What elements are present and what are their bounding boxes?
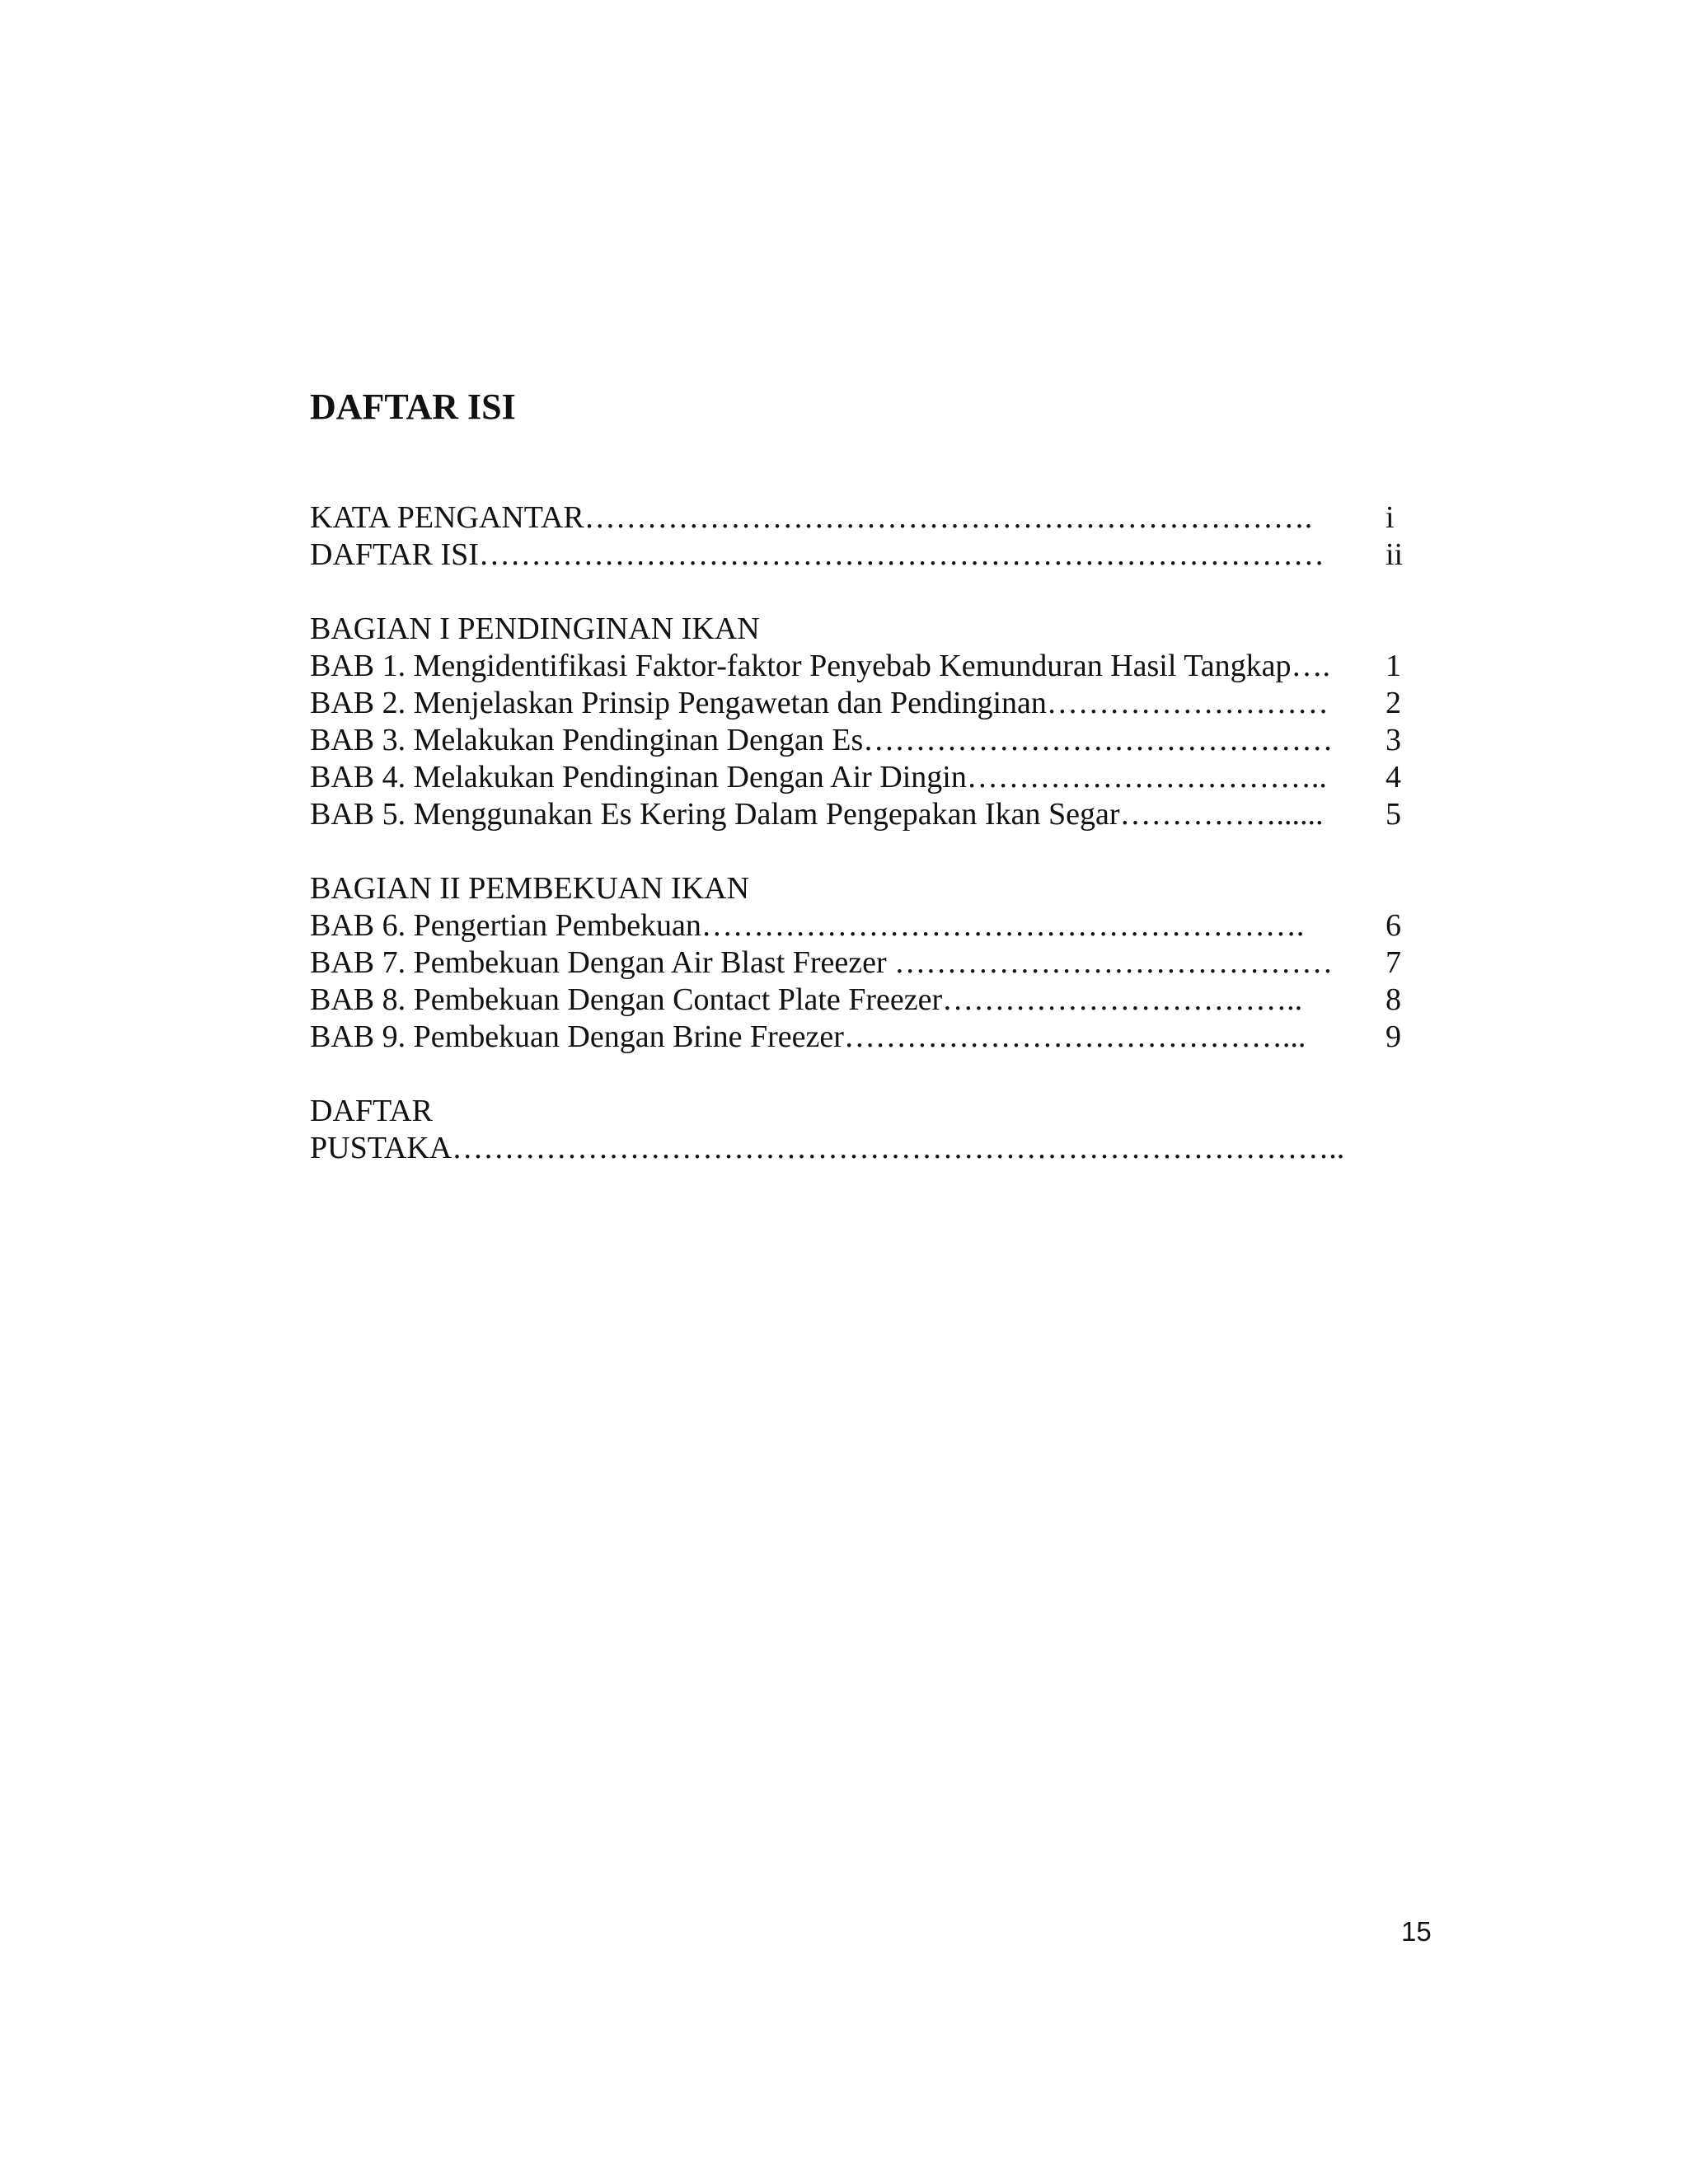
toc-entry-page: 9	[1386, 1019, 1401, 1054]
spacer	[310, 833, 1414, 870]
toc-entry-page: 6	[1386, 908, 1401, 943]
toc-entry-page: 1	[1386, 649, 1401, 683]
page-number: 15	[1401, 1916, 1432, 1947]
toc-entry-daftar-isi	[310, 537, 1414, 574]
toc-entry-bab-7	[310, 944, 1414, 982]
toc-entry-text: BAB 8. Pembekuan Dengan Contact Plate Freezer……………………………..	[310, 982, 1303, 1017]
toc-entry-text: BAB 2. Menjelaskan Prinsip Pengawetan dan Pendinginan………………………	[310, 686, 1329, 720]
toc-entry-page: i	[1386, 500, 1395, 535]
toc-entry-page: 2	[1386, 686, 1401, 720]
toc-entry-bab-4	[310, 759, 1414, 796]
table-of-contents	[310, 499, 1414, 1167]
toc-entry-daftar-pustaka-line-2	[310, 1130, 1414, 1167]
toc-entry-bab-5	[310, 796, 1414, 833]
toc-entry-text: BAB 3. Melakukan Pendinginan Dengan Es………………………………………	[310, 723, 1334, 757]
toc-entry-kata-pengantar	[310, 499, 1414, 537]
toc-entry-text: DAFTAR	[310, 1094, 433, 1128]
toc-entry-bab-6	[310, 907, 1414, 944]
toc-entry-text: BAB 7. Pembekuan Dengan Air Blast Freezer ……………………………………	[310, 945, 1334, 980]
section-heading-text: BAGIAN II PEMBEKUAN IKAN	[310, 871, 750, 906]
toc-entry-bab-8	[310, 982, 1414, 1019]
toc-entry-text: BAB 4. Melakukan Pendinginan Dengan Air Dingin……………………………..	[310, 760, 1327, 794]
toc-entry-text: BAB 5. Menggunakan Es Kering Dalam Pengepakan Ikan Segar……………......	[310, 797, 1324, 832]
toc-entry-text: BAB 6. Pengertian Pembekuan………………………………………………….	[310, 908, 1305, 943]
toc-entry-page: 7	[1386, 945, 1401, 980]
spacer	[310, 574, 1414, 611]
section-heading-text: BAGIAN I PENDINGINAN IKAN	[310, 612, 760, 646]
toc-entry-page: 5	[1386, 797, 1401, 832]
toc-entry-text: BAB 1. Mengidentifikasi Faktor-faktor Penyebab Kemunduran Hasil Tangkap….	[310, 649, 1331, 683]
toc-entry-daftar-pustaka-line-1	[310, 1093, 1414, 1130]
toc-entry-bab-3	[310, 722, 1414, 759]
toc-entry-bab-2	[310, 685, 1414, 722]
toc-entry-text: DAFTAR ISI………………………………………………………………………	[310, 537, 1325, 572]
page-title: DAFTAR ISI	[310, 387, 516, 427]
toc-entry-page: ii	[1386, 537, 1404, 572]
toc-entry-bab-1	[310, 648, 1414, 685]
toc-entry-page: 8	[1386, 982, 1401, 1017]
toc-entry-text: KATA PENGANTAR…………………………………………………………….	[310, 500, 1313, 535]
spacer	[310, 1056, 1414, 1093]
section-heading-part-1	[310, 611, 1414, 648]
toc-entry-bab-9	[310, 1019, 1414, 1056]
section-heading-part-2	[310, 870, 1414, 907]
toc-entry-text: PUSTAKA…………………………………………………………………………..	[310, 1131, 1345, 1165]
toc-entry-page: 3	[1386, 723, 1401, 757]
toc-entry-text: BAB 9. Pembekuan Dengan Brine Freezer……………………………………...	[310, 1019, 1306, 1054]
toc-entry-page: 4	[1386, 760, 1401, 794]
